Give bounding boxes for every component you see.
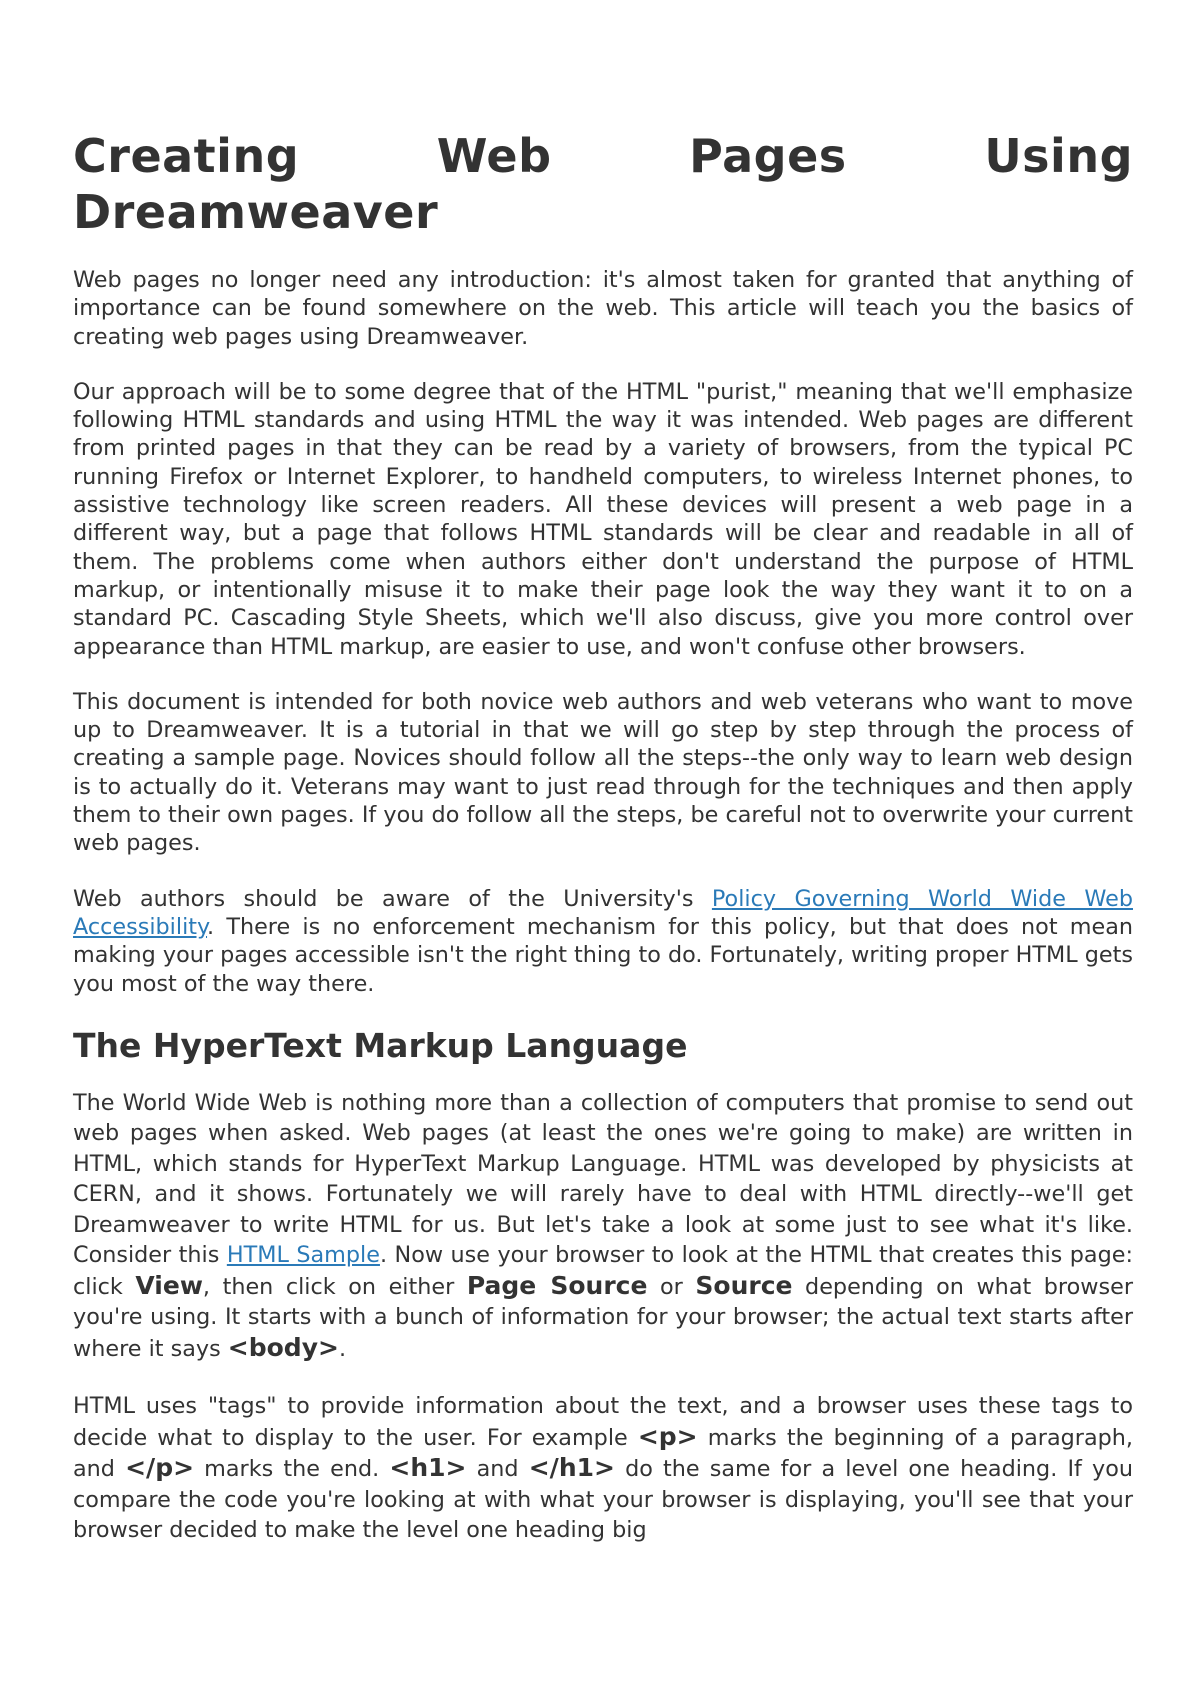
text-run: , then click on either [202, 1273, 467, 1300]
intro-paragraph-3: This document is intended for both novice web authors and web veterans who want to move up to Dreamweaver. It is a tutorial in that we will go step by step through the process of creating a sample page. Novices should follow all the steps--the only way to learn web design is to actually do it. Veterans may want to just read through for the techniques and then apply them to their own pages. If you do follow all the steps, be careful not to overwrite your current web pages. [73, 688, 1133, 857]
accessibility-paragraph [73, 885, 1133, 998]
text-run: marks the end. [194, 1456, 390, 1483]
text-run: and [466, 1456, 529, 1483]
intro-paragraph-2: Our approach will be to some degree that of the HTML "purist," meaning that we'll emphasize following HTML standards and using HTML the way it was intended. Web pages are different from printed pages in that they can be read by a variety of browsers, from the typical PC running Firefox or Internet Explorer, to handheld computers, to wireless Internet phones, to assistive technology like screen readers. All these devices will present a web page in a different way, but a page that follows HTML standards will be clear and readable in all of them. The problems come when authors either don't understand the purpose of HTML markup, or intentionally misuse it to make their page look the way they want it to on a standard PC. Cascading Style Sheets, which we'll also discuss, give you more control over appearance than HTML markup, are easier to use, and won't confuse other browsers. [73, 378, 1133, 660]
text-run: . There is no enforcement mechanism for this policy, but that does not mean making your pages accessible isn't the right thing to do. Fortunately, writing proper HTML gets you most of the way there. [73, 913, 1133, 997]
code-h1-close-tag: </h1> [528, 1453, 615, 1483]
code-h1-tag: <h1> [389, 1453, 467, 1483]
code-p-close-tag: </p> [125, 1453, 195, 1483]
intro-paragraph-1: Web pages no longer need any introduction: it's almost taken for granted that anything of importance can be found somewhere on the web. This article will teach you the basics of creating web pages using Dreamweaver. [73, 267, 1133, 350]
text-run: or [647, 1273, 696, 1300]
html-intro-paragraph [73, 1088, 1133, 1365]
html-sample-link[interactable]: HTML Sample [226, 1242, 380, 1269]
text-run: depending on what browser you're using. It starts with a bunch of information for your browser; the actual text starts after where it says [73, 1273, 1133, 1362]
text-run: marks the beginning of a paragraph, and [73, 1424, 1133, 1483]
page-title: Creating Web Pages Using Dreamweaver [73, 129, 1133, 239]
code-body-tag: <body> [227, 1332, 339, 1362]
text-run: The World Wide Web is nothing more than a collection of computers that promise to send out web pages when asked. Web pages (at least the ones we're going to make) are written in HTML, which stands for HyperText Markup Language. HTML was developed by physicists at CERN, and it shows. Fortunately we will rarely have to deal with HTML directly--we'll get Dreamweaver to write HTML for us. But let's take a look at some just to see what it's like. Consider this [73, 1089, 1133, 1269]
text-run: HTML uses "tags" to provide information about the text, and a browser uses these tags to decide what to display to the user. For example [73, 1393, 1133, 1451]
text-run: . [338, 1335, 347, 1362]
document-page [73, 128, 1133, 1573]
accessibility-policy-link[interactable]: Policy Governing World Wide Web Accessibility [73, 885, 1133, 940]
text-run: Web authors should be aware of the University's [73, 885, 712, 912]
section-heading: The HyperText Markup Language [73, 1025, 688, 1065]
html-tags-paragraph [73, 1391, 1133, 1546]
text-run: do the same for a level one heading. If you compare the code you're looking at with what your browser is displaying, you'll see that your browser decided to make the level one heading big [73, 1456, 1133, 1544]
menu-term-page-source: Page Source [466, 1270, 648, 1300]
text-run: . Now use your browser to look at the HTML that creates this page: click [73, 1242, 1133, 1300]
menu-term-source: Source [695, 1270, 793, 1300]
code-p-tag: <p> [637, 1421, 698, 1451]
menu-term-view: View [135, 1270, 203, 1300]
